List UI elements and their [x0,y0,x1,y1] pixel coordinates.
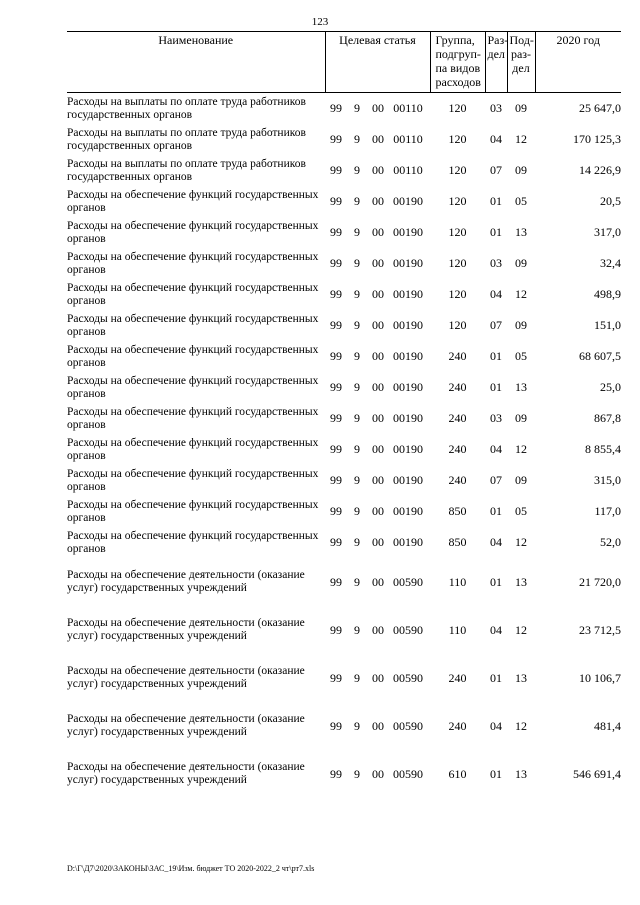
target-direction: 00190 [393,349,423,363]
target-event: 00 [372,535,384,549]
target-subprogram: 9 [354,442,360,456]
row-target [325,372,430,403]
row-amount: 8 855,4 [585,442,621,456]
target-program: 99 [330,380,342,394]
row-target [325,403,430,434]
table-row [67,465,621,496]
target-direction: 00590 [393,574,423,589]
target-direction: 00190 [393,194,423,208]
target-event: 00 [372,349,384,363]
row-section: 04 [490,442,502,456]
table-row [67,93,621,125]
row-subsection: 13 [515,574,527,589]
row-subsection: 09 [515,163,527,177]
table-row [67,403,621,434]
row-group: 850 [448,535,467,549]
target-direction: 00190 [393,411,423,425]
row-name: Расходы на обеспечение деятельности (оказание услуг) государственных учреждений [67,761,305,786]
table-row [67,606,621,654]
row-target [325,310,430,341]
row-name: Расходы на обеспечение функций государственных органов [67,436,319,462]
row-subsection: 13 [515,225,527,239]
row-name: Расходы на обеспечение функций государственных органов [67,250,319,276]
target-subprogram: 9 [354,101,360,115]
header-target: Целевая статья [325,32,430,93]
table-body [67,93,621,799]
table-row [67,186,621,217]
row-section: 07 [490,163,502,177]
row-subsection: 12 [515,132,527,146]
header-subsection: Под-раз-дел [507,32,535,93]
target-direction: 00590 [393,622,423,637]
target-program: 99 [330,411,342,425]
row-section: 03 [490,101,502,115]
row-section: 01 [490,574,502,589]
target-program: 99 [330,766,342,781]
row-name: Расходы на обеспечение функций государственных органов [67,467,319,493]
row-amount: 317,0 [594,225,621,239]
row-group: 120 [448,318,467,332]
row-amount: 315,0 [594,473,621,487]
row-amount: 20,5 [600,194,621,208]
row-amount: 25,0 [600,380,621,394]
page-number: 123 [311,16,329,28]
target-subprogram: 9 [354,574,360,589]
row-target [325,341,430,372]
target-subprogram: 9 [354,473,360,487]
target-subprogram: 9 [354,132,360,146]
target-subprogram: 9 [354,287,360,301]
row-group: 240 [448,718,467,733]
row-name: Расходы на обеспечение функций государственных органов [67,281,319,307]
row-target [325,248,430,279]
row-section: 04 [490,132,502,146]
target-direction: 00190 [393,225,423,239]
row-amount: 25 647,0 [579,101,621,115]
row-subsection: 05 [515,504,527,518]
row-section: 01 [490,225,502,239]
target-program: 99 [330,473,342,487]
table-row [67,279,621,310]
table-header [67,32,621,93]
row-group: 120 [448,287,467,301]
row-section: 03 [490,256,502,270]
target-event: 00 [372,504,384,518]
table-row [67,124,621,155]
row-target [325,155,430,186]
row-amount: 32,4 [600,256,621,270]
target-program: 99 [330,504,342,518]
target-direction: 00590 [393,670,423,685]
target-program: 99 [330,101,342,115]
header-group: Группа, подгруп-па видов расходов [430,32,485,93]
row-amount: 151,0 [594,318,621,332]
target-subprogram: 9 [354,670,360,685]
row-subsection: 13 [515,766,527,781]
target-program: 99 [330,670,342,685]
row-name: Расходы на обеспечение функций государственных органов [67,529,319,555]
row-target [325,606,430,654]
row-target [325,654,430,702]
target-direction: 00190 [393,380,423,394]
target-event: 00 [372,101,384,115]
table-row [67,558,621,606]
row-subsection: 05 [515,349,527,363]
row-section: 04 [490,535,502,549]
row-group: 240 [448,670,467,685]
row-group: 120 [448,225,467,239]
target-program: 99 [330,622,342,637]
row-target [325,496,430,527]
row-amount: 498,9 [594,287,621,301]
table-row [67,341,621,372]
table-row [67,217,621,248]
target-event: 00 [372,473,384,487]
target-program: 99 [330,225,342,239]
target-event: 00 [372,163,384,177]
target-program: 99 [330,442,342,456]
target-program: 99 [330,535,342,549]
row-target [325,93,430,125]
target-event: 00 [372,225,384,239]
header-section: Раз-дел [485,32,507,93]
row-target [325,124,430,155]
target-event: 00 [372,287,384,301]
table-row [67,750,621,798]
target-direction: 00190 [393,504,423,518]
row-subsection: 12 [515,622,527,637]
row-subsection: 12 [515,287,527,301]
row-group: 240 [448,349,467,363]
target-event: 00 [372,132,384,146]
row-section: 04 [490,287,502,301]
row-name: Расходы на обеспечение функций государственных органов [67,219,319,245]
row-amount: 170 125,3 [573,132,621,146]
row-section: 04 [490,622,502,637]
table-row [67,527,621,558]
target-event: 00 [372,318,384,332]
target-program: 99 [330,287,342,301]
row-name: Расходы на обеспечение деятельности (оказание услуг) государственных учреждений [67,713,305,738]
target-subprogram: 9 [354,318,360,332]
target-program: 99 [330,194,342,208]
table-row [67,654,621,702]
row-amount: 52,0 [600,535,621,549]
table-row [67,372,621,403]
target-subprogram: 9 [354,225,360,239]
target-program: 99 [330,132,342,146]
row-name: Расходы на обеспечение деятельности (оказание услуг) государственных учреждений [67,617,305,642]
target-direction: 00190 [393,535,423,549]
row-subsection: 12 [515,442,527,456]
target-program: 99 [330,318,342,332]
row-amount: 21 720,0 [579,574,621,589]
row-group: 110 [448,622,467,637]
target-program: 99 [330,256,342,270]
row-name: Расходы на обеспечение функций государственных органов [67,312,319,338]
target-event: 00 [372,766,384,781]
row-target [325,217,430,248]
row-name: Расходы на обеспечение функций государственных органов [67,498,319,524]
footer-file-path: D:\Г\Д7\2020\ЗАКОНЫ\ЗАС_19\Изм. бюджет ТО 2020-2022_2 чт\рт7.xls [67,864,315,873]
row-name: Расходы на выплаты по оплате труда работников государственных органов [67,157,306,183]
row-name: Расходы на обеспечение функций государственных органов [67,374,319,400]
row-group: 850 [448,504,467,518]
row-subsection: 05 [515,194,527,208]
target-event: 00 [372,442,384,456]
header-name: Наименование [67,32,325,93]
row-target [325,750,430,798]
row-section: 01 [490,504,502,518]
target-program: 99 [330,574,342,589]
row-name: Расходы на выплаты по оплате труда работников государственных органов [67,126,306,152]
row-group: 120 [448,163,467,177]
target-subprogram: 9 [354,380,360,394]
target-event: 00 [372,411,384,425]
row-target [325,558,430,606]
target-event: 00 [372,622,384,637]
row-group: 120 [448,194,467,208]
row-amount: 23 712,5 [579,622,621,637]
table-row [67,434,621,465]
row-target [325,186,430,217]
target-subprogram: 9 [354,766,360,781]
row-name: Расходы на обеспечение деятельности (оказание услуг) государственных учреждений [67,569,305,594]
target-event: 00 [372,380,384,394]
row-section: 01 [490,670,502,685]
row-amount: 867,8 [594,411,621,425]
row-amount: 10 106,7 [579,670,621,685]
row-name: Расходы на обеспечение функций государственных органов [67,343,319,369]
row-section: 04 [490,718,502,733]
row-section: 03 [490,411,502,425]
row-subsection: 13 [515,670,527,685]
budget-table [67,31,621,798]
target-direction: 00110 [393,163,423,177]
row-name: Расходы на обеспечение функций государственных органов [67,405,319,431]
row-section: 01 [490,194,502,208]
row-amount: 546 691,4 [573,766,621,781]
row-group: 240 [448,442,467,456]
row-target [325,702,430,750]
target-direction: 00190 [393,256,423,270]
table-row [67,496,621,527]
target-program: 99 [330,718,342,733]
target-subprogram: 9 [354,718,360,733]
row-section: 07 [490,473,502,487]
row-amount: 14 226,9 [579,163,621,177]
row-subsection: 09 [515,256,527,270]
row-subsection: 09 [515,101,527,115]
row-target [325,465,430,496]
target-program: 99 [330,163,342,177]
row-group: 110 [448,574,467,589]
target-direction: 00590 [393,766,423,781]
target-subprogram: 9 [354,163,360,177]
row-section: 01 [490,766,502,781]
target-direction: 00190 [393,318,423,332]
target-direction: 00190 [393,442,423,456]
row-name: Расходы на обеспечение деятельности (оказание услуг) государственных учреждений [67,665,305,690]
target-subprogram: 9 [354,411,360,425]
row-subsection: 12 [515,718,527,733]
row-group: 240 [448,411,467,425]
row-amount: 481,4 [594,718,621,733]
row-subsection: 13 [515,380,527,394]
header-amount: 2020 год [535,32,621,93]
target-event: 00 [372,574,384,589]
row-section: 01 [490,349,502,363]
row-target [325,279,430,310]
row-subsection: 12 [515,535,527,549]
row-subsection: 09 [515,411,527,425]
target-program: 99 [330,349,342,363]
target-direction: 00190 [393,473,423,487]
target-direction: 00110 [393,101,423,115]
row-subsection: 09 [515,473,527,487]
row-group: 120 [448,101,467,115]
row-amount: 68 607,5 [579,349,621,363]
target-subprogram: 9 [354,504,360,518]
target-subprogram: 9 [354,535,360,549]
target-event: 00 [372,670,384,685]
row-name: Расходы на выплаты по оплате труда работников государственных органов [67,95,306,121]
target-subprogram: 9 [354,349,360,363]
table-row [67,702,621,750]
row-amount: 117,0 [594,504,621,518]
table-row [67,155,621,186]
row-group: 240 [448,473,467,487]
row-group: 120 [448,132,467,146]
target-subprogram: 9 [354,622,360,637]
row-target [325,434,430,465]
row-group: 610 [448,766,467,781]
target-event: 00 [372,718,384,733]
row-subsection: 09 [515,318,527,332]
row-group: 120 [448,256,467,270]
row-section: 01 [490,380,502,394]
target-event: 00 [372,194,384,208]
row-target [325,527,430,558]
target-event: 00 [372,256,384,270]
row-section: 07 [490,318,502,332]
target-subprogram: 9 [354,194,360,208]
target-direction: 00190 [393,287,423,301]
target-direction: 00590 [393,718,423,733]
row-name: Расходы на обеспечение функций государственных органов [67,188,319,214]
target-direction: 00110 [393,132,423,146]
table-row [67,310,621,341]
table-row [67,248,621,279]
target-subprogram: 9 [354,256,360,270]
row-group: 240 [448,380,467,394]
